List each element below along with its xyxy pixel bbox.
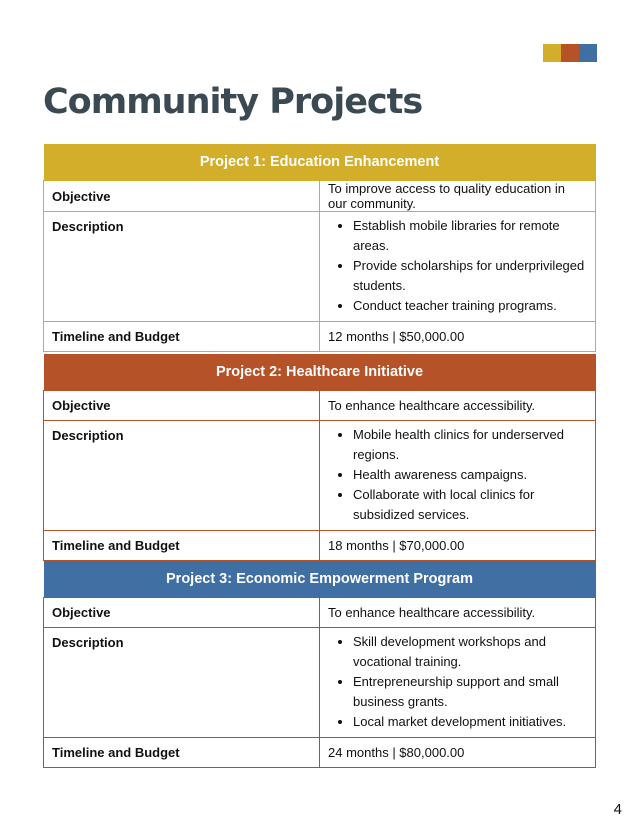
- description-list: [328, 628, 587, 737]
- list-item: • Skill development workshops and vocational training.: [353, 632, 587, 672]
- description-label: Description: [44, 628, 320, 738]
- project-table-2: [43, 354, 596, 561]
- project-header: Project 2: Healthcare Initiative: [44, 354, 596, 391]
- objective-value: To enhance healthcare accessibility.: [320, 391, 596, 421]
- swatch-3: [579, 44, 597, 62]
- objective-value: To improve access to quality education in our community.: [320, 181, 596, 212]
- description-label: Description: [44, 421, 320, 531]
- timeline-label: Timeline and Budget: [44, 531, 320, 561]
- timeline-label: Timeline and Budget: [44, 738, 320, 768]
- list-item: • Mobile health clinics for underserved regions.: [353, 425, 587, 465]
- description-value: [320, 212, 596, 322]
- list-item: • Local market development initiatives.: [353, 712, 587, 732]
- swatch-2: [561, 44, 579, 62]
- description-list: [328, 421, 587, 530]
- timeline-value: 18 months | $70,000.00: [320, 531, 596, 561]
- list-item: • Health awareness campaigns.: [353, 465, 587, 485]
- list-item: • Conduct teacher training programs.: [353, 296, 587, 316]
- page-number: 4: [613, 801, 622, 818]
- list-item: • Provide scholarships for underprivileged students.: [353, 256, 587, 296]
- description-value: [320, 628, 596, 738]
- description-label: Description: [44, 212, 320, 322]
- timeline-label: Timeline and Budget: [44, 322, 320, 352]
- description-value: [320, 421, 596, 531]
- objective-label: Objective: [44, 391, 320, 421]
- page-title: Community Projects: [43, 82, 423, 122]
- swatch-1: [543, 44, 561, 62]
- list-item: • Entrepreneurship support and small business grants.: [353, 672, 587, 712]
- project-table-1: [43, 144, 596, 352]
- timeline-value: 12 months | $50,000.00: [320, 322, 596, 352]
- objective-value: To enhance healthcare accessibility.: [320, 598, 596, 628]
- timeline-value: 24 months | $80,000.00: [320, 738, 596, 768]
- list-item: • Collaborate with local clinics for subsidized services.: [353, 485, 587, 525]
- project-table-3: [43, 561, 596, 768]
- list-item: • Establish mobile libraries for remote areas.: [353, 216, 587, 256]
- project-header: Project 1: Education Enhancement: [44, 144, 596, 181]
- description-list: [328, 212, 587, 321]
- objective-label: Objective: [44, 181, 320, 212]
- color-swatches: [543, 44, 597, 62]
- project-header: Project 3: Economic Empowerment Program: [44, 561, 596, 598]
- objective-label: Objective: [44, 598, 320, 628]
